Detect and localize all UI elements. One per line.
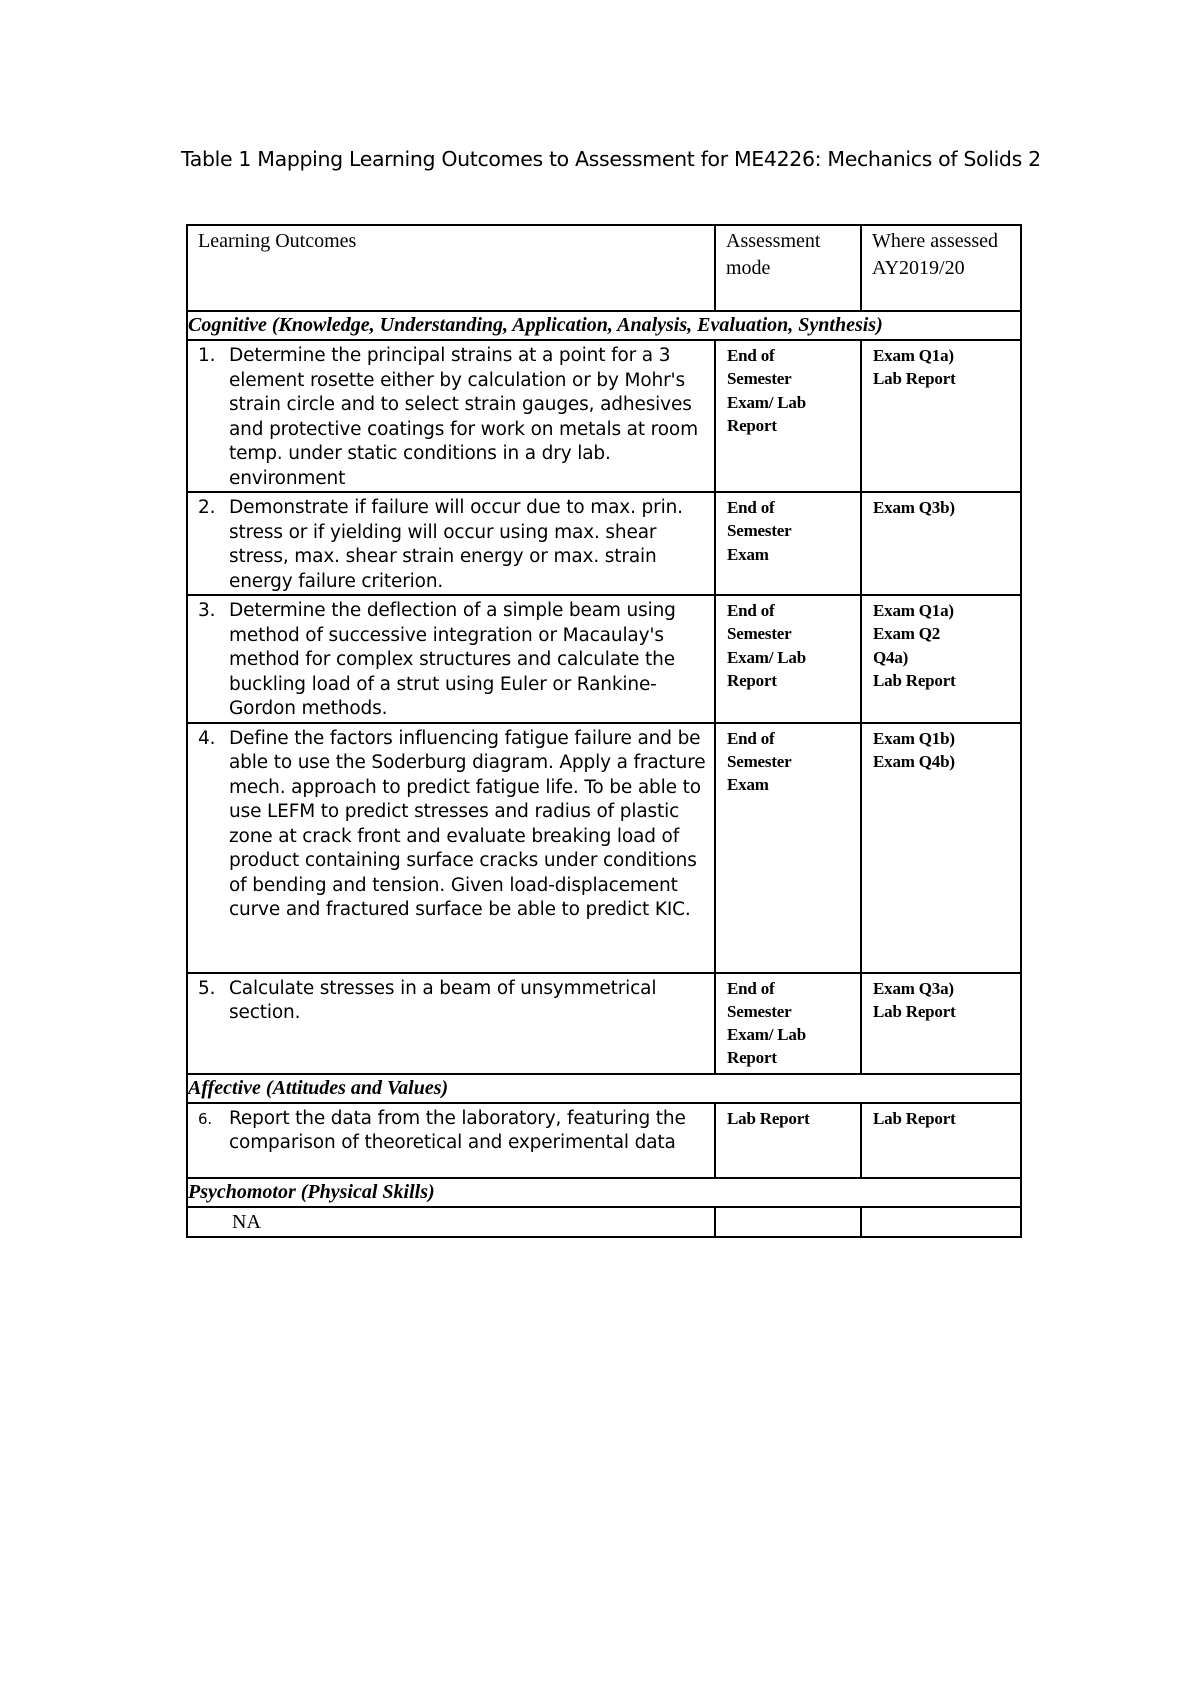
table-row [187, 1103, 1021, 1178]
assessment-mode: End of Semester Exam/ Lab Report [727, 346, 806, 435]
table-row [187, 492, 1021, 595]
assessment-mode: Lab Report [727, 1108, 810, 1128]
assessment-mode: End of Semester Exam/ Lab Report [727, 601, 806, 690]
psychomotor-heading: Psychomotor (Physical Skills) [188, 1180, 435, 1203]
table-row [187, 595, 1021, 723]
table-row [187, 723, 1021, 973]
where-assessed: Exam Q3b) [873, 498, 955, 517]
outcome-number: 3. [198, 600, 216, 621]
outcome-text: Determine the principal strains at a point for a 3 element rosette either by calculation or by Mohr's strain circle and to select strain gauges, adhesives and protective coatings for work on metals at room temp. under static conditions in a dry lab. environment [229, 345, 698, 489]
outcome-text: Define the factors influencing fatigue failure and be able to use the Soderburg diagram. Apply a fracture mech. approach to predict fatigue life. To be able to use LEFM to predict stresses and radius of plastic zone at crack front and evaluate breaking load of product containing surface cracks under conditions of bending and tension. Given load-displacement curve and fractured surface be able to predict KIC. [229, 727, 706, 920]
outcome-number: 2. [198, 497, 216, 518]
table-row [187, 340, 1021, 492]
category-row-psychomotor [187, 1178, 1021, 1207]
assessment-mode: End of Semester Exam/ Lab Report [727, 978, 806, 1068]
category-row-affective [187, 1074, 1021, 1103]
outcome-number: 4. [198, 727, 216, 749]
where-assessed [862, 1208, 1020, 1209]
table-row [187, 973, 1021, 1074]
table-row [187, 1207, 1021, 1237]
outcome-number: 6. [198, 1109, 213, 1128]
table-caption: Table 1 Mapping Learning Outcomes to Assessment for ME4226: Mechanics of Solids 2 [181, 147, 1041, 171]
outcome-text: Calculate stresses in a beam of unsymmetrical section. [229, 977, 657, 1023]
where-assessed: Exam Q3a) Lab Report [873, 978, 956, 1021]
outcome-number: 5. [198, 977, 216, 999]
outcomes-table [186, 224, 1022, 1238]
header-row [187, 225, 1021, 311]
where-assessed: Exam Q1a) Exam Q2 Q4a) Lab Report [873, 601, 956, 690]
cognitive-heading: Cognitive (Knowledge, Understanding, Application, Analysis, Evaluation, Synthesis) [188, 314, 883, 336]
header-learning-outcomes: Learning Outcomes [187, 225, 715, 311]
outcome-text: NA [232, 1210, 261, 1233]
outcome-text: Demonstrate if failure will occur due to max. prin. stress or if yielding will occur using max. shear stress, max. shear strain energy or max. strain energy failure criterion. [229, 497, 683, 592]
where-assessed: Lab Report [873, 1108, 956, 1128]
outcome-text: Report the data from the laboratory, featuring the comparison of theoretical and experimental data [229, 1107, 686, 1154]
assessment-mode [716, 1208, 860, 1209]
outcome-number: 1. [198, 345, 216, 366]
category-row-cognitive [187, 311, 1021, 340]
header-assessment-mode: Assessment mode [715, 225, 861, 311]
where-assessed: Exam Q1b) Exam Q4b) [873, 728, 955, 771]
assessment-mode: End of Semester Exam [727, 728, 792, 795]
where-assessed: Exam Q1a) Lab Report [873, 346, 956, 389]
header-where-assessed: Where assessed AY2019/20 [861, 225, 1021, 311]
outcome-text: Determine the deflection of a simple beam using method of successive integration or Macaulay's method for complex structures and calculate the buckling load of a strut using Euler or Rankine-Gordon methods. [229, 600, 676, 719]
affective-heading: Affective (Attitudes and Values) [188, 1076, 449, 1099]
assessment-mode: End of Semester Exam [727, 498, 792, 564]
